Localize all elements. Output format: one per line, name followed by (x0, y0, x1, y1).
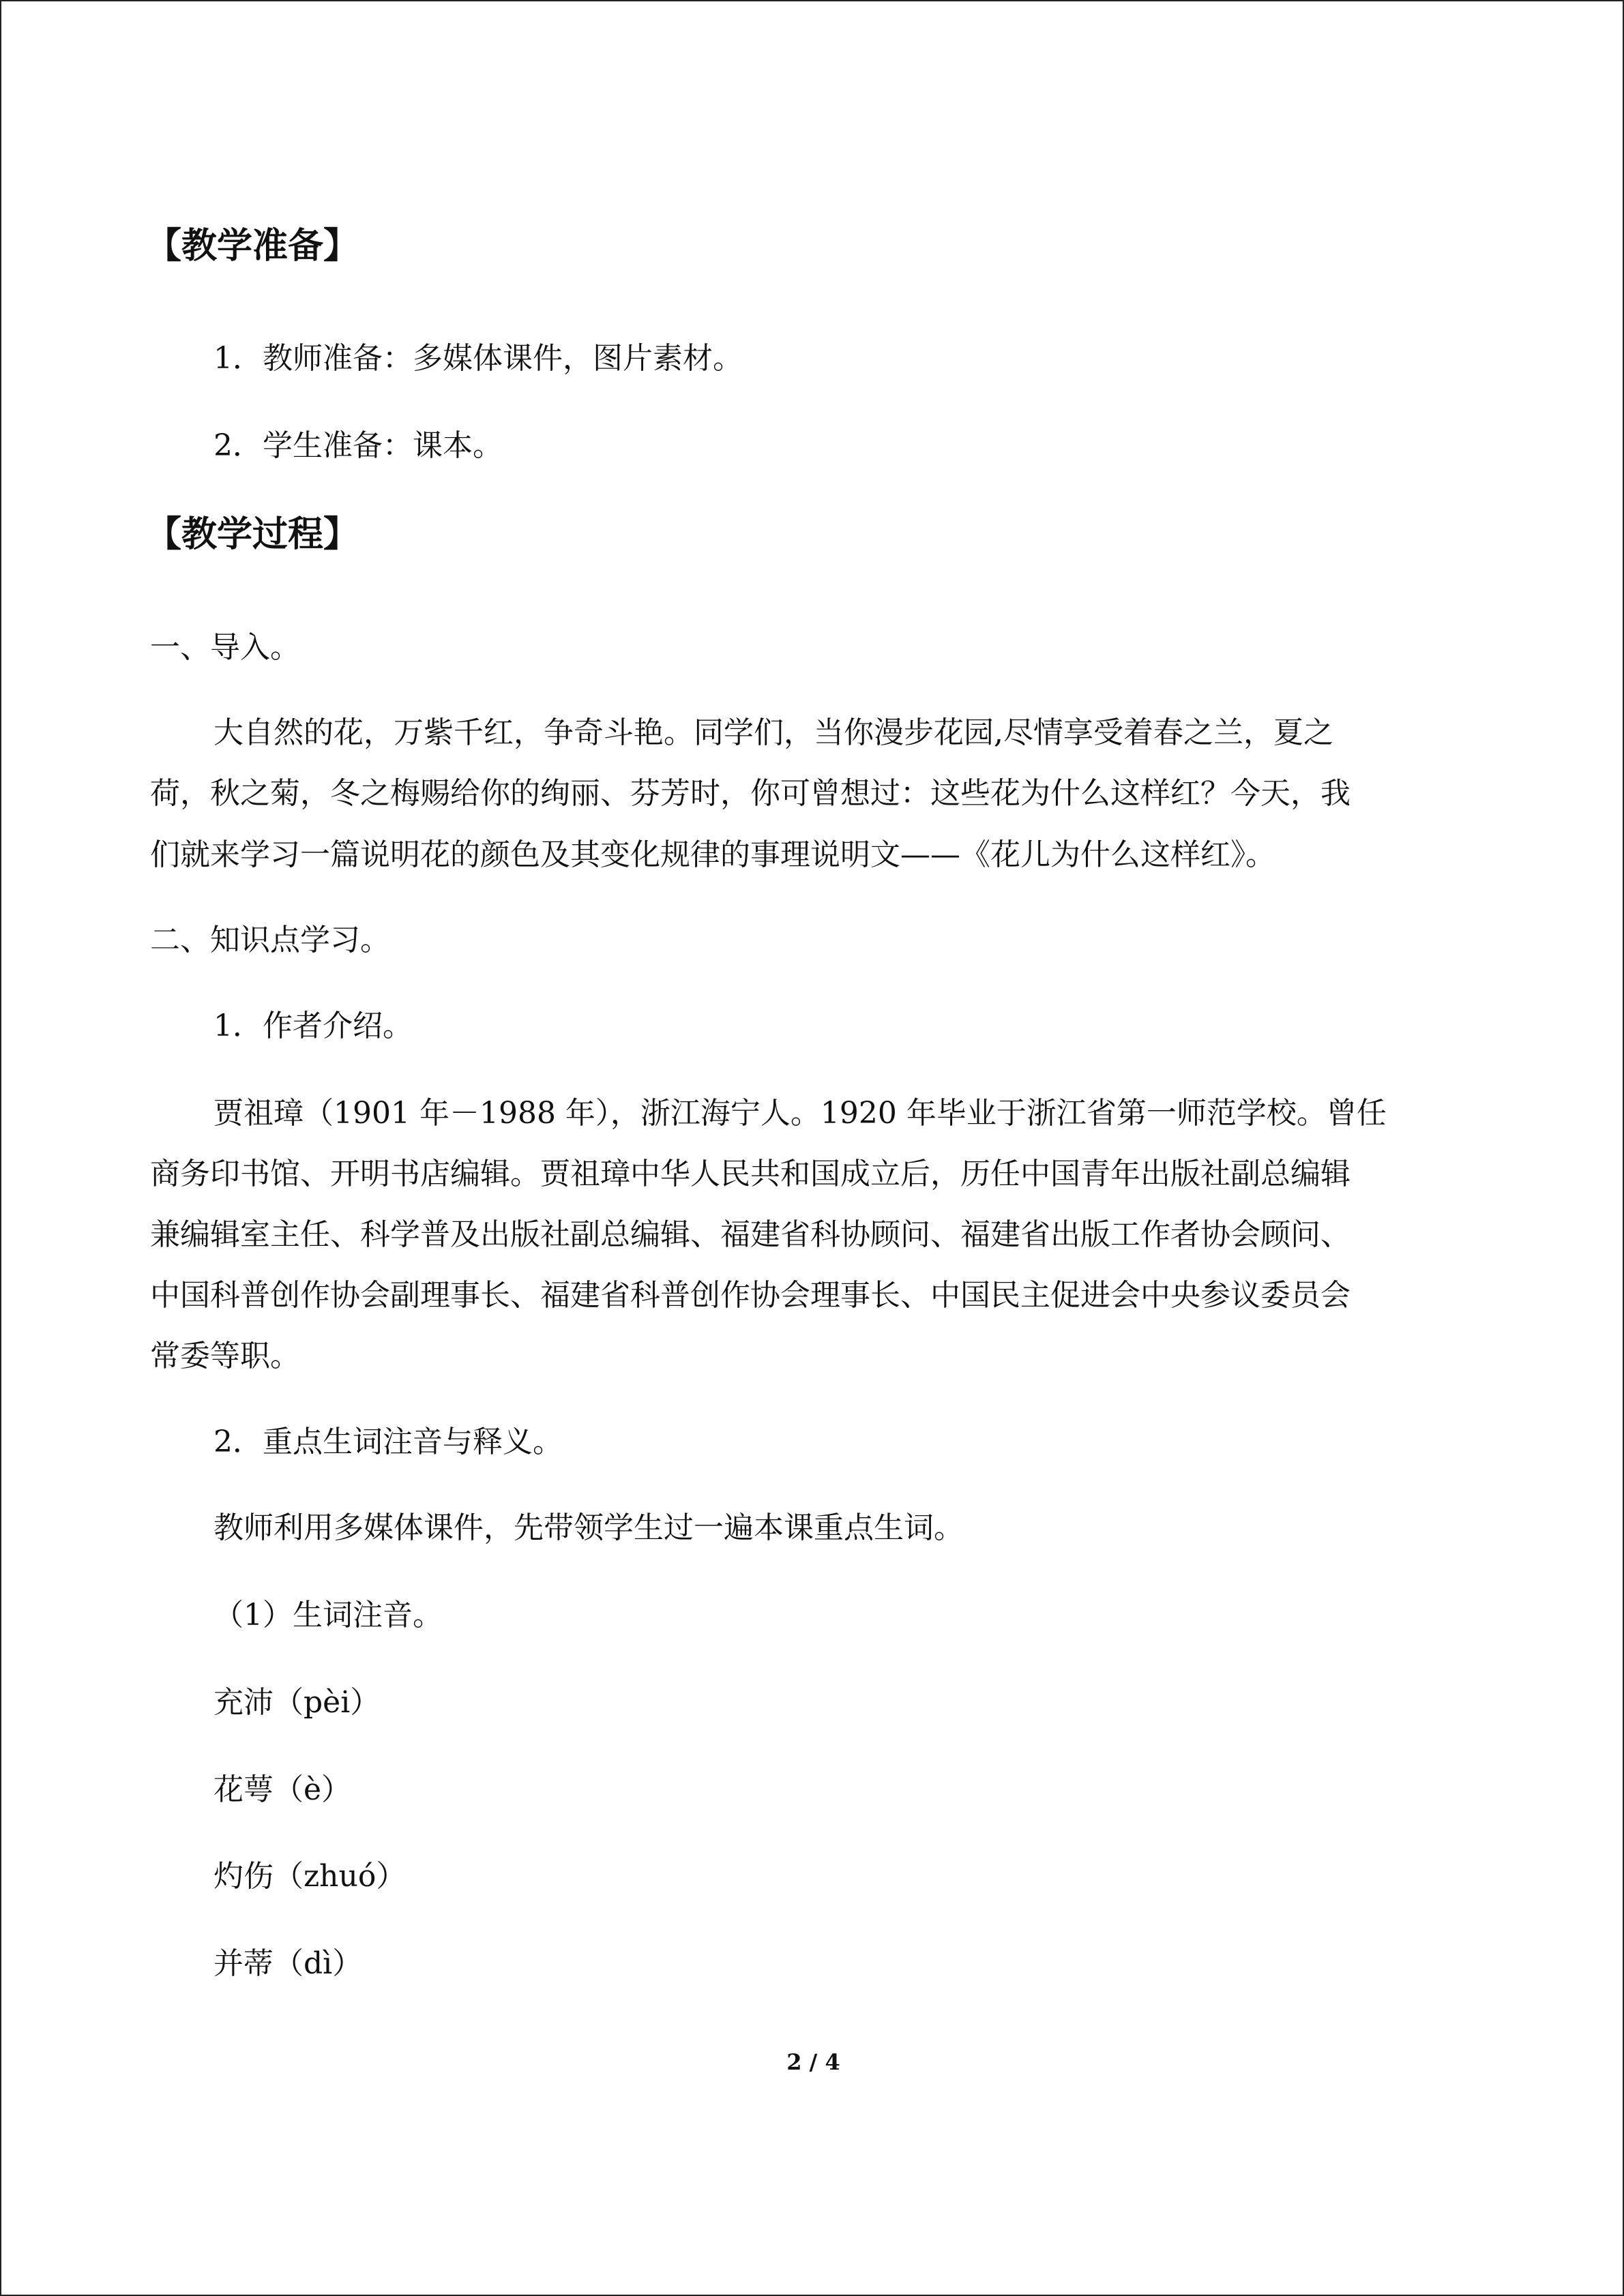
intro-paragraph-line: 荷，秋之菊，冬之梅赐给你的绚丽、芬芳时，你可曾想过：这些花为什么这样红？今天，我 (150, 776, 1350, 811)
vocab-entry: 灼伤（zhuó） (213, 1859, 407, 1894)
heading-teaching-process: 【教学过程】 (146, 513, 359, 555)
vocab-entry: 并蒂（dì） (213, 1946, 363, 1981)
prep-item-teacher: 1．教师准备：多媒体课件，图片素材。 (213, 341, 743, 376)
item-vocabulary: 2．重点生词注音与释义。 (213, 1425, 563, 1459)
author-paragraph-line: 常委等职。 (150, 1339, 300, 1373)
page-number: 2 / 4 (786, 2049, 840, 2075)
author-paragraph-line: 兼编辑室主任、科学普及出版社副总编辑、福建省科协顾问、福建省出版工作者协会顾问、 (150, 1217, 1350, 1252)
section-intro-title: 一、导入。 (150, 630, 300, 665)
intro-paragraph-line: 们就来学习一篇说明花的颜色及其变化规律的事理说明文——《花儿为什么这样红》。 (150, 837, 1275, 872)
author-paragraph-line: 商务印书馆、开明书店编辑。贾祖璋中华人民共和国成立后，历任中国青年出版社副总编辑 (150, 1157, 1350, 1191)
section-knowledge-title: 二、知识点学习。 (150, 923, 390, 957)
heading-teaching-preparation: 【教学准备】 (146, 225, 359, 267)
intro-paragraph-line: 大自然的花，万紫千红，争奇斗艳。同学们，当你漫步花园,尽情享受着春之兰，夏之 (213, 715, 1333, 750)
prep-item-student: 2．学生准备：课本。 (213, 428, 503, 463)
item-author-intro: 1．作者介绍。 (213, 1009, 413, 1043)
vocab-entry: 花萼（è） (213, 1772, 352, 1807)
vocab-entry: 充沛（pèi） (213, 1685, 381, 1720)
vocabulary-description: 教师利用多媒体课件，先带领学生过一遍本课重点生词。 (213, 1510, 964, 1545)
author-paragraph-line: 贾祖璋（1901 年－1988 年），浙江海宁人。1920 年毕业于浙江省第一师范学校。曾任 (213, 1096, 1387, 1131)
vocabulary-subheading: （1）生词注音。 (213, 1598, 443, 1632)
author-paragraph-line: 中国科普创作协会副理事长、福建省科普创作协会理事长、中国民主促进会中央参议委员会 (150, 1278, 1350, 1313)
